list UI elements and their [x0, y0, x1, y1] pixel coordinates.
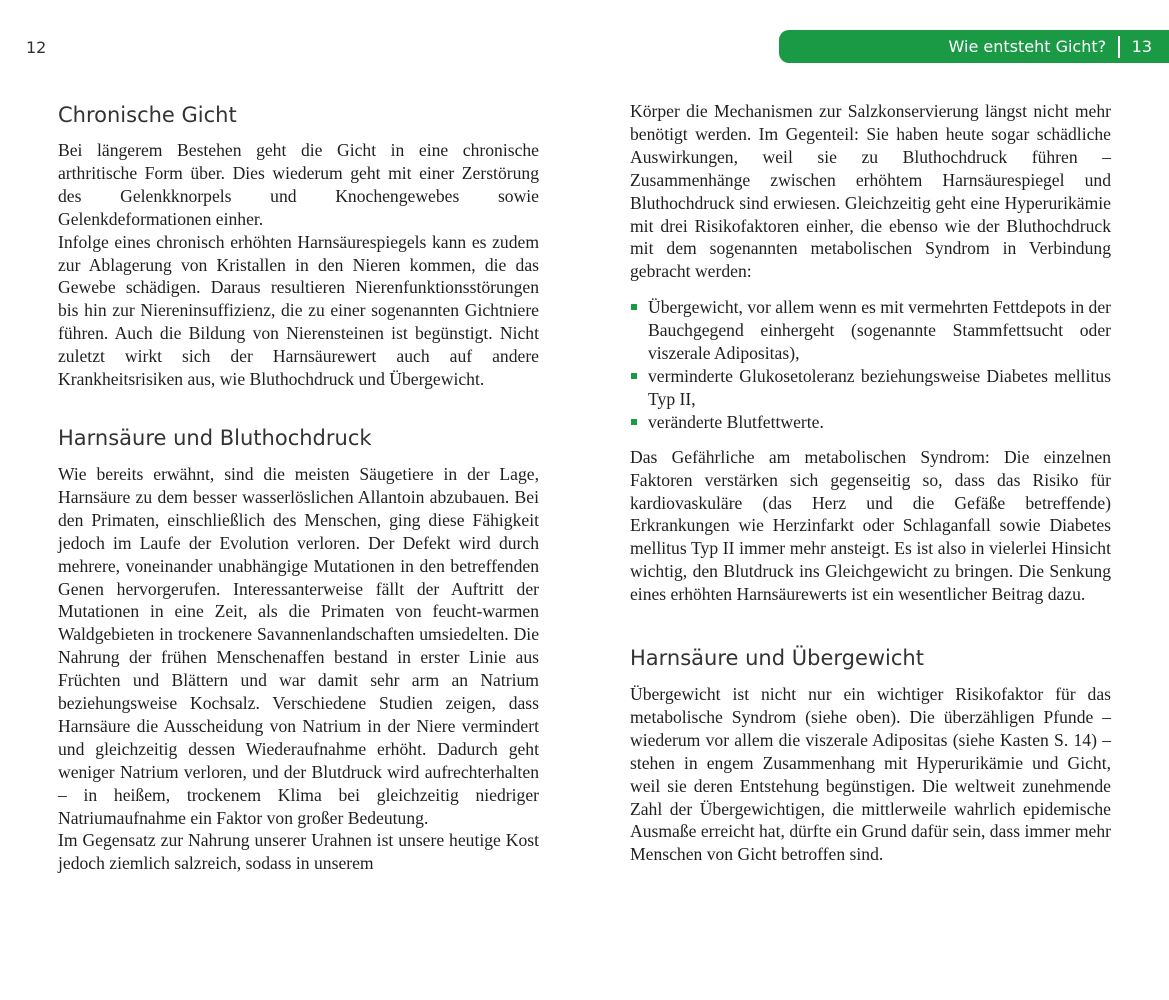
left-column: [58, 100, 539, 875]
paragraph: Das Gefährliche am metabolischen Syndrom: Die einzelnen Faktoren verstärken sich gegenseitig so, dass das Risiko für kardiovaskuläre (das Herz und die Gefäße betreffende) Erkrankungen wie Herzinfarkt oder Schlaganfall sowie Diabetes mellitus Typ II immer mehr ansteigt. Es ist also in vielerlei Hinsicht wichtig, den Blutdruck ins Gleichgewicht zu bringen. Die Senkung eines erhöhten Harnsäurewerts ist ein wesentlicher Beitrag dazu.: [630, 446, 1111, 605]
paragraph: Bei längerem Bestehen geht die Gicht in eine chronische arthritische Form über. Dies wiederum geht mit einer Zerstörung des Gelenkknorpels und Knochengewebes sowie Gelenkdeformationen einher.: [58, 140, 539, 229]
chapter-header-bar: [779, 30, 1169, 63]
paragraph: Wie bereits erwähnt, sind die meisten Säugetiere in der Lage, Harnsäure zu dem besser wasserlöslichen Allantoin abzubauen. Bei den Primaten, einschließlich des Menschen, ging diese Fähigkeit jedoch im Laufe der Evolution verloren. Der Defekt wird durch mehrere, voneinander unabhängige Mutationen in den betreffenden Genen hervorgerufen. Interessanterweise fällt der Auftritt der Mutationen in eine Zeit, als die Primaten von feucht-warmen Waldgebieten in trockenere Savannenlandschaften umsiedelten. Die Nahrung der frühen Menschenaffen bestand in erster Linie aus Früchten und Blättern und war damit sehr arm an Natrium beziehungsweise Kochsalz. Verschiedene Studien zeigen, dass Harnsäure die Ausscheidung von Natrium in der Niere vermindert und gleichzeitig dessen Wiederaufnahme erhöht. Dadurch geht weniger Natrium verloren, und der Blutdruck wird aufrechterhalten – in heißem, trockenem Klima bei gleichzeitig niedriger Natriumaufnahme ein Faktor von großer Bedeutung.: [58, 463, 539, 828]
paragraph: Körper die Mechanismen zur Salzkonservierung längst nicht mehr benötigt werden. Im Gegenteil: Sie haben heute sogar schädliche Auswirkungen, weil sie zu Bluthochdruck führen – Zusammenhänge zwischen erhöhtem Harnsäurespiegel und Bluthochdruck sind erwiesen. Gleichzeitig geht eine Hyperurikämie mit drei Risikofaktoren einher, die ebenso wie der Bluthochdruck mit dem sogenannten metabolischen Syndrom in Verbindung gebracht werden:: [630, 101, 1111, 282]
list-item: verminderte Glukosetoleranz beziehungsweise Diabetes mellitus Typ II,: [630, 365, 1111, 411]
paragraph: Infolge eines chronisch erhöhten Harnsäurespiegels kann es zudem zur Ablagerung von Kristallen in den Nieren kommen, die das Gewebe schädigen. Daraus resultieren Nierenfunktionsstörungen bis hin zur Niereninsuffizienz, die zu einer sogenannten Gichtniere führen. Auch die Bildung von Nierensteinen ist begünstigt. Nicht zuletzt wirkt sich der Harnsäurewert auch auf andere Krankheitsrisiken aus, wie Bluthochdruck und Übergewicht.: [58, 231, 539, 390]
paragraph: Übergewicht ist nicht nur ein wichtiger Risikofaktor für das metabolische Syndrom (siehe oben). Die überzähligen Pfunde – wiederum vor allem die viszerale Adipositas (siehe Kasten S. 14) – stehen in engem Zusammenhang mit Hyperurikämie und Gicht, weil sie deren Entstehung begünstigen. Die weltweit zunehmende Zahl der Übergewichtigen, die mittlerweile wahrlich epidemische Ausmaße erreicht hat, dürfte ein Grund dafür sein, dass immer mehr Menschen von Gicht betroffen sind.: [630, 684, 1111, 865]
risk-factor-list: [630, 296, 1111, 433]
list-item: veränderte Blutfettwerte.: [630, 411, 1111, 434]
bullet-square-icon: [631, 304, 637, 310]
page-number-left: 12: [26, 38, 47, 57]
heading-harnsaeure-uebergewicht: Harnsäure und Übergewicht: [630, 646, 924, 671]
chapter-title: Wie entsteht Gicht?: [948, 37, 1107, 56]
list-item: Übergewicht, vor allem wenn es mit vermehrten Fettdepots in der Bauchgegend einhergeht (sogenannte Stammfettsucht oder viszerale Adipositas),: [630, 296, 1111, 365]
page-number-right: 13: [1131, 37, 1152, 56]
bullet-square-icon: [631, 373, 637, 379]
right-column: [630, 100, 1111, 866]
heading-chronische-gicht: Chronische Gicht: [58, 103, 237, 127]
bullet-square-icon: [631, 419, 637, 425]
paragraph: Im Gegensatz zur Nahrung unserer Urahnen ist unsere heutige Kost jedoch ziemlich salzreich, sodass in unserem: [58, 830, 539, 874]
heading-harnsaeure-bluthochdruck: Harnsäure und Bluthochdruck: [58, 425, 372, 450]
